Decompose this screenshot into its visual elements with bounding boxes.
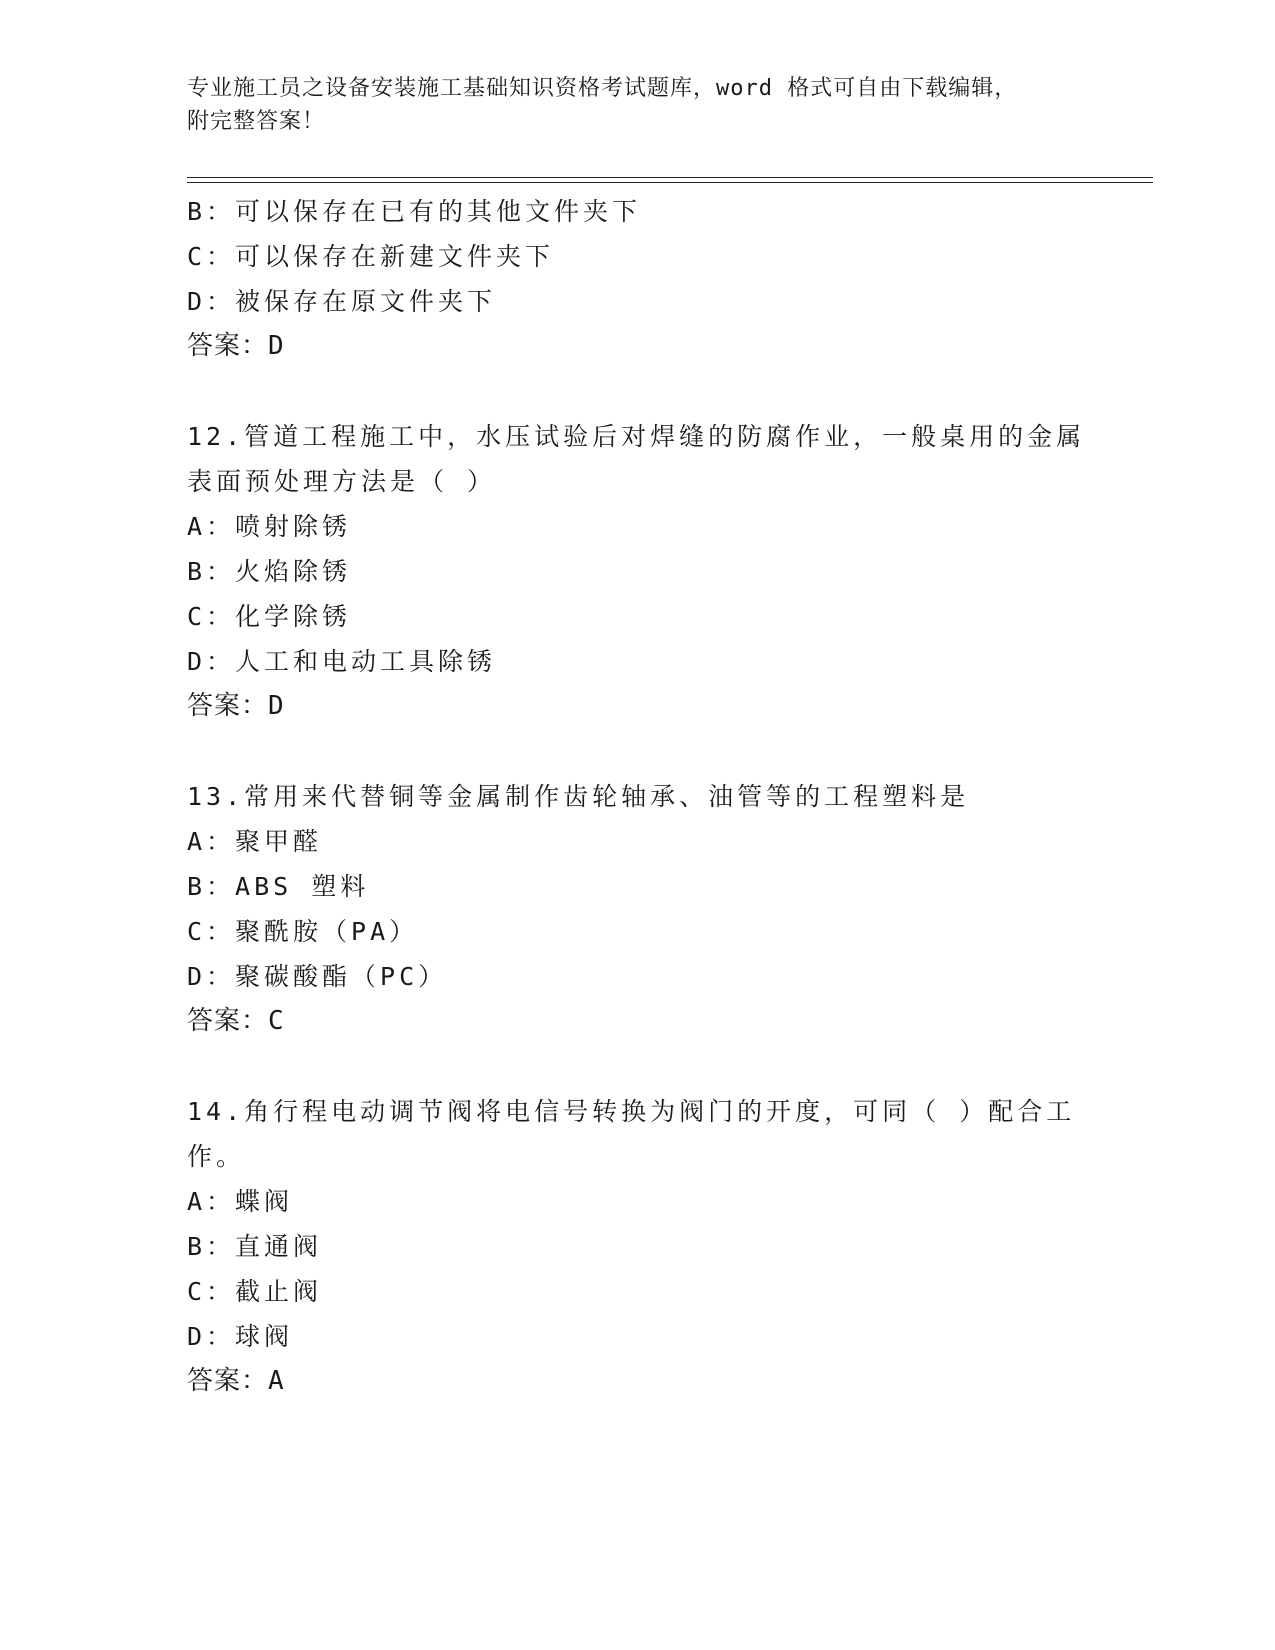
option-b: B：火焰除锈: [187, 557, 352, 586]
question-text: 14.角行程电动调节阀将电信号转换为阀门的开度，可同（ ）配合工: [187, 1097, 1076, 1126]
option-c: C：截止阀: [187, 1277, 323, 1306]
option-c: C：聚酰胺（PA）: [187, 917, 419, 946]
header-line-2: 附完整答案！: [187, 109, 326, 134]
option-c: C：可以保存在新建文件夹下: [187, 242, 555, 271]
answer: 答案：D: [187, 691, 285, 721]
header-rule-bottom: [187, 182, 1153, 183]
answer: 答案：A: [187, 1366, 285, 1396]
option-a: A：聚甲醛: [187, 827, 323, 856]
option-a: A：喷射除锈: [187, 512, 352, 541]
option-a: A：蝶阀: [187, 1187, 294, 1216]
answer: 答案：C: [187, 1006, 285, 1036]
option-b: B：可以保存在已有的其他文件夹下: [187, 197, 642, 226]
question-13: [187, 774, 1087, 1044]
option-b: B：ABS 塑料: [187, 872, 370, 901]
question-text: 13.常用来代替铜等金属制作齿轮轴承、油管等的工程塑料是: [187, 782, 970, 811]
previous-question: [187, 189, 1087, 369]
question-list: [187, 189, 1087, 1404]
option-b: B：直通阀: [187, 1232, 323, 1261]
option-d: D：人工和电动工具除锈: [187, 647, 497, 676]
answer: 答案：D: [187, 331, 285, 361]
option-c: C：化学除锈: [187, 602, 352, 631]
question-text: 12.管道工程施工中，水压试验后对焊缝的防腐作业，一般桌用的金属: [187, 422, 1086, 451]
option-d: D：被保存在原文件夹下: [187, 287, 497, 316]
question-14: [187, 1089, 1087, 1404]
spacer: [187, 729, 1087, 774]
spacer: [187, 369, 1087, 414]
question-text: 表面预处理方法是（ ）: [187, 467, 497, 496]
option-d: D：球阀: [187, 1322, 294, 1351]
question-text: 作。: [187, 1142, 246, 1171]
document-header: [187, 72, 1107, 138]
header-line-1: 专业施工员之设备安装施工基础知识资格考试题库，word 格式可自由下载编辑，: [187, 76, 1018, 101]
spacer: [187, 1044, 1087, 1089]
option-d: D：聚碳酸酯（PC）: [187, 962, 448, 991]
header-rule-top: [187, 177, 1153, 178]
question-12: [187, 414, 1087, 729]
